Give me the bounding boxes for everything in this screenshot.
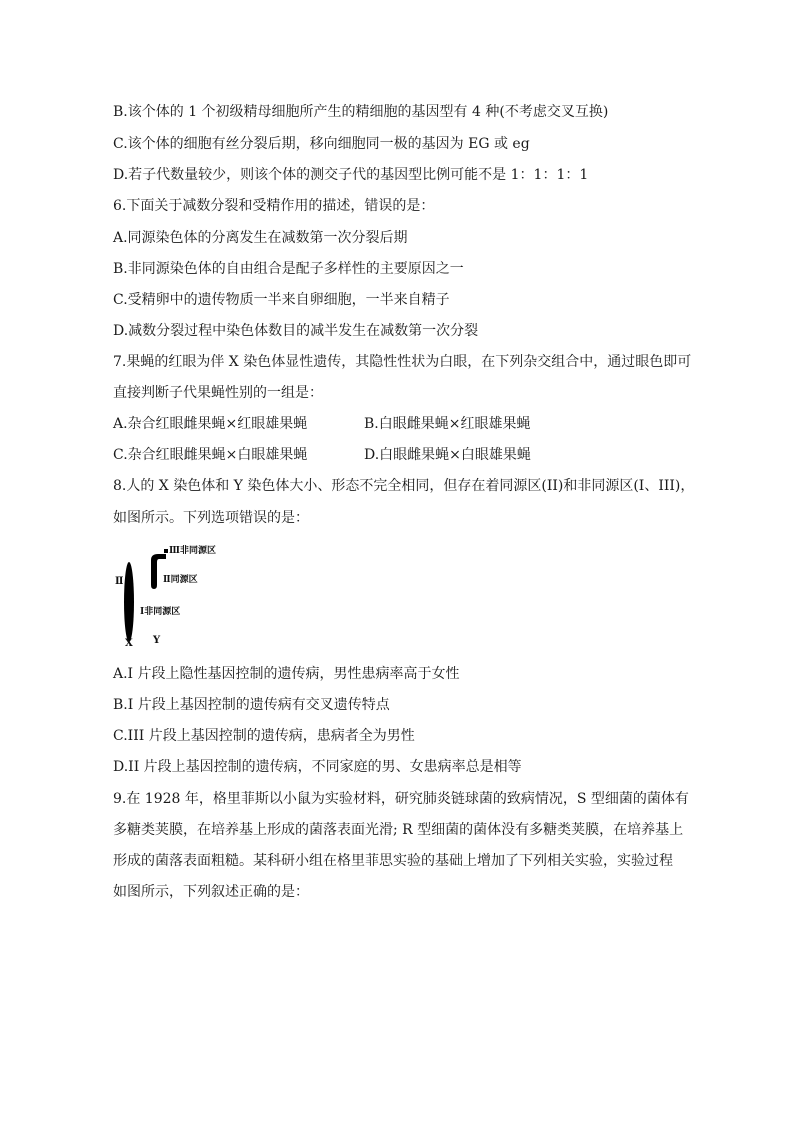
- label-region-iii: Ⅲ非同源区: [169, 546, 216, 556]
- q5-option-c: C.该个体的细胞有丝分裂后期，移向细胞同一极的基因为 EG 或 eg: [113, 136, 530, 152]
- q5-option-b: B.该个体的 1 个初级精母细胞所产生的精细胞的基因型有 4 种(不考虑交叉互换): [113, 104, 609, 120]
- q7-option-d: D.白眼雌果蝇×白眼雄果蝇: [364, 447, 531, 463]
- q7-option-a: A.杂合红眼雌果蝇×红眼雄果蝇: [113, 416, 308, 432]
- q6-stem: 6.下面关于减数分裂和受精作用的描述，错误的是：: [113, 198, 435, 214]
- q8-stem-line-1: 8.人的 X 染色体和 Y 染色体大小、形态不完全相同，但存在着同源区(II)和非同源区(I、III)，: [113, 478, 695, 494]
- region-iii-marker: [164, 549, 168, 553]
- q8-stem-line-2: 如图所示。下列选项错误的是：: [113, 510, 309, 526]
- xy-chromosome-diagram: [110, 540, 250, 650]
- q7-option-c: C.杂合红眼雌果蝇×白眼雄果蝇: [113, 447, 308, 463]
- label-region-ii-left: Ⅱ: [115, 576, 124, 587]
- label-region-ii-right: Ⅱ同源区: [163, 575, 198, 585]
- q8-option-a: A.I 片段上隐性基因控制的遗传病，男性患病率高于女性: [113, 666, 460, 682]
- q8-option-d: D.II 片段上基因控制的遗传病，不同家庭的男、女患病率总是相等: [113, 759, 522, 775]
- q8-option-b: B.I 片段上基因控制的遗传病有交叉遗传特点: [113, 697, 390, 713]
- q9-stem-line-1: 9.在 1928 年，格里菲斯以小鼠为实验材料，研究肺炎链球菌的致病情况，S 型细菌的菌体有: [113, 791, 689, 807]
- q8-option-c: C.III 片段上基因控制的遗传病，患病者全为男性: [113, 728, 415, 744]
- q7-option-b: B.白眼雌果蝇×红眼雄果蝇: [364, 416, 531, 432]
- q6-option-d: D.减数分裂过程中染色体数目的减半发生在减数第一次分裂: [113, 323, 479, 339]
- label-y: Y: [153, 635, 161, 646]
- q9-stem-line-2: 多糖类荚膜，在培养基上形成的菌落表面光滑; R 型细菌的菌体没有多糖类荚膜，在培养基上: [113, 822, 684, 838]
- q6-option-c: C.受精卵中的遗传物质一半来自卵细胞，一半来自精子: [113, 292, 450, 308]
- q7-stem-line-1: 7.果蝇的红眼为伴 X 染色体显性遗传，其隐性性状为白眼，在下列杂交组合中，通过眼色即可: [113, 354, 692, 370]
- label-x: X: [125, 638, 133, 649]
- q9-stem-line-4: 如图所示，下列叙述正确的是：: [113, 884, 309, 900]
- q6-option-b: B.非同源染色体的自由组合是配子多样性的主要原因之一: [113, 261, 464, 277]
- x-chromosome: [124, 562, 134, 642]
- q6-option-a: A.同源染色体的分离发生在减数第一次分裂后期: [113, 230, 408, 246]
- label-region-i: Ⅰ非同源区: [140, 607, 181, 617]
- q7-stem-line-2: 直接判断子代果蝇性别的一组是：: [113, 385, 323, 401]
- q5-option-d: D.若子代数量较少，则该个体的测交子代的基因型比例可能不是 1：1：1：1: [113, 167, 589, 183]
- q9-stem-line-3: 形成的菌落表面粗糙。某科研小组在格里菲思实验的基础上增加了下列相关实验，实验过程: [113, 853, 673, 869]
